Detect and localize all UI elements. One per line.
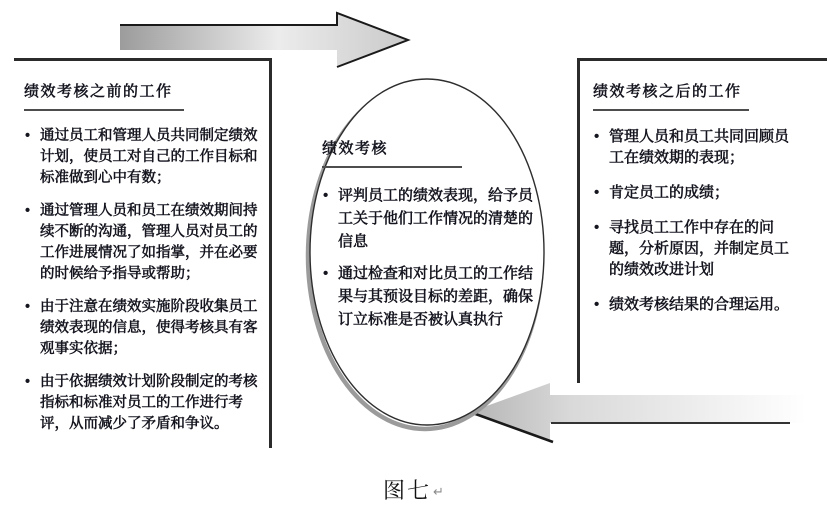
list-item: • 通过管理人员和员工在绩效期间持续不断的沟通，管理人员对员工的工作进展情况了如指掌，并在必要的时候给予指导或帮助； bbox=[24, 201, 265, 285]
appraisal-title: 绩效考核 bbox=[322, 140, 389, 157]
before-appraisal-panel bbox=[14, 58, 272, 448]
before-panel-title: 绩效考核之前的工作 bbox=[24, 83, 173, 100]
list-item: • 评判员工的绩效表现，给予员工关于他们工作情况的清楚的信息 bbox=[322, 184, 538, 253]
list-item: • 寻找员工工作中存在的问题，分析原因，并制定员工的绩效改进计划 bbox=[593, 217, 803, 280]
bottom-arrow bbox=[470, 383, 806, 441]
title-divider bbox=[24, 109, 184, 111]
paragraph-return-icon: ↵ bbox=[433, 484, 444, 499]
list-item: • 由于注意在绩效实施阶段收集员工绩效表现的信息，使得考核具有客观事实依据； bbox=[24, 297, 265, 360]
list-item: • 绩效考核结果的合理运用。 bbox=[593, 294, 803, 315]
appraisal-list bbox=[322, 184, 538, 331]
list-item: • 通过检查和对比员工的工作结果与其预设目标的差距，确保订立标准是否被认真执行 bbox=[322, 262, 538, 331]
caption-text: 图七 bbox=[383, 478, 432, 503]
list-item: • 由于依据绩效计划阶段制定的考核指标和标准对员工的工作进行考评，从而减少了矛盾和争议。 bbox=[24, 372, 265, 435]
after-appraisal-panel bbox=[577, 58, 827, 383]
title-divider bbox=[322, 166, 462, 168]
before-panel-list bbox=[24, 126, 265, 435]
after-panel-list bbox=[593, 126, 803, 315]
list-item: • 管理人员和员工共同回顾员工在绩效期的表现； bbox=[593, 126, 803, 168]
after-panel-title: 绩效考核之后的工作 bbox=[593, 83, 742, 100]
title-divider bbox=[593, 109, 749, 111]
list-item: • 通过员工和管理人员共同制定绩效计划，使员工对自己的工作目标和标准做到心中有数； bbox=[24, 126, 265, 189]
list-item: • 肯定员工的成绩； bbox=[593, 182, 803, 203]
figure-caption bbox=[0, 474, 827, 505]
appraisal-panel bbox=[322, 140, 538, 340]
